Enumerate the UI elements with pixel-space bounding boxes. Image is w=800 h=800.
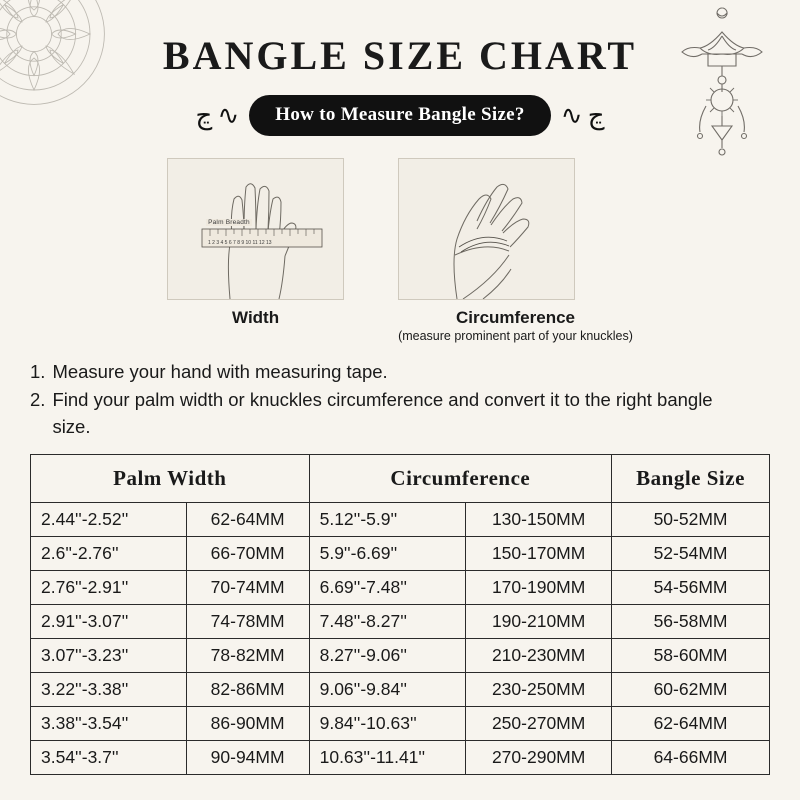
- subtitle-row: [0, 95, 800, 136]
- cell-circumference-mm: 270-290MM: [466, 740, 612, 774]
- step-text: Measure your hand with measuring tape.: [52, 361, 388, 382]
- header-circumference: Circumference: [309, 454, 611, 502]
- table-header-row: [31, 454, 770, 502]
- cell-circumference-mm: 170-190MM: [466, 570, 612, 604]
- instruction-photos: [0, 158, 800, 343]
- cell-palm-width-in: 3.54''-3.7'': [31, 740, 187, 774]
- cell-circumference-in: 6.69''-7.48'': [309, 570, 466, 604]
- cell-palm-width-mm: 78-82MM: [186, 638, 309, 672]
- cell-palm-width-mm: 74-78MM: [186, 604, 309, 638]
- cell-bangle-size: 56-58MM: [612, 604, 770, 638]
- cell-circumference-mm: 150-170MM: [466, 536, 612, 570]
- cell-palm-width-mm: 86-90MM: [186, 706, 309, 740]
- bangle-size-table: [30, 454, 770, 775]
- cell-circumference-in: 5.9''-6.69'': [309, 536, 466, 570]
- cell-palm-width-in: 3.07''-3.23'': [31, 638, 187, 672]
- cell-palm-width-mm: 62-64MM: [186, 502, 309, 536]
- cell-palm-width-in: 2.76''-2.91'': [31, 570, 187, 604]
- cell-bangle-size: 60-62MM: [612, 672, 770, 706]
- cell-bangle-size: 62-64MM: [612, 706, 770, 740]
- cell-palm-width-in: 2.44''-2.52'': [31, 502, 187, 536]
- cell-bangle-size: 54-56MM: [612, 570, 770, 604]
- cell-circumference-mm: 130-150MM: [466, 502, 612, 536]
- swirl-left-icon: ڃ ∿: [195, 100, 240, 130]
- palm-breadth-label: Palm Breadth: [208, 219, 250, 226]
- photo-caption-circumference: Circumference: [455, 308, 576, 327]
- list-item: [30, 387, 800, 440]
- hand-palm-with-ruler-photo: [167, 158, 344, 300]
- table-row: [31, 672, 770, 706]
- cell-bangle-size: 58-60MM: [612, 638, 770, 672]
- cell-circumference-in: 8.27''-9.06'': [309, 638, 466, 672]
- step-number: 2.: [30, 389, 46, 411]
- cell-circumference-in: 9.06''-9.84'': [309, 672, 466, 706]
- cell-circumference-in: 9.84''-10.63'': [309, 706, 466, 740]
- cell-bangle-size: 52-54MM: [612, 536, 770, 570]
- circumference-illustration: [399, 159, 574, 299]
- photo-block-width: [167, 158, 344, 343]
- header-palm-width: Palm Width: [31, 454, 310, 502]
- instruction-steps: [30, 359, 800, 440]
- table-row: [31, 536, 770, 570]
- cell-bangle-size: 50-52MM: [612, 502, 770, 536]
- table-row: [31, 740, 770, 774]
- cell-circumference-in: 5.12''-5.9'': [309, 502, 466, 536]
- cell-palm-width-in: 3.22''-3.38'': [31, 672, 187, 706]
- cell-circumference-mm: 230-250MM: [466, 672, 612, 706]
- list-item: [30, 359, 800, 385]
- how-to-measure-pill: How to Measure Bangle Size?: [249, 95, 550, 136]
- table-row: [31, 604, 770, 638]
- table-row: [31, 502, 770, 536]
- cell-palm-width-in: 2.91''-3.07'': [31, 604, 187, 638]
- hand-knuckles-measuring-tape-photo: [398, 158, 575, 300]
- cell-palm-width-mm: 90-94MM: [186, 740, 309, 774]
- cell-circumference-mm: 190-210MM: [466, 604, 612, 638]
- page-title: BANGLE SIZE CHART: [162, 33, 638, 78]
- step-number: 1.: [30, 361, 46, 382]
- step-text: Find your palm width or knuckles circumference and convert it to the right bangle size.: [52, 389, 713, 437]
- cell-palm-width-mm: 70-74MM: [186, 570, 309, 604]
- cell-circumference-mm: 250-270MM: [466, 706, 612, 740]
- cell-palm-width-mm: 66-70MM: [186, 536, 309, 570]
- table-row: [31, 570, 770, 604]
- cell-circumference-in: 7.48''-8.27'': [309, 604, 466, 638]
- svg-text:1 2 3 4 5 6 7 8 9 10 11 12 13: 1 2 3 4 5 6 7 8 9 10 11 12 13: [208, 240, 272, 246]
- cell-palm-width-in: 3.38''-3.54'': [31, 706, 187, 740]
- photo-caption-width: Width: [232, 308, 280, 327]
- cell-circumference-mm: 210-230MM: [466, 638, 612, 672]
- table-row: [31, 638, 770, 672]
- palm-width-illustration: [168, 159, 343, 299]
- table-row: [31, 706, 770, 740]
- header-bangle-size: Bangle Size: [612, 454, 770, 502]
- cell-bangle-size: 64-66MM: [612, 740, 770, 774]
- photo-block-circumference: [398, 158, 633, 343]
- cell-circumference-in: 10.63''-11.41'': [309, 740, 466, 774]
- photo-subcaption-circumference: (measure prominent part of your knuckles): [398, 329, 633, 343]
- cell-palm-width-mm: 82-86MM: [186, 672, 309, 706]
- cell-palm-width-in: 2.6''-2.76'': [31, 536, 187, 570]
- swirl-right-icon: ∿ ڃ: [560, 100, 605, 130]
